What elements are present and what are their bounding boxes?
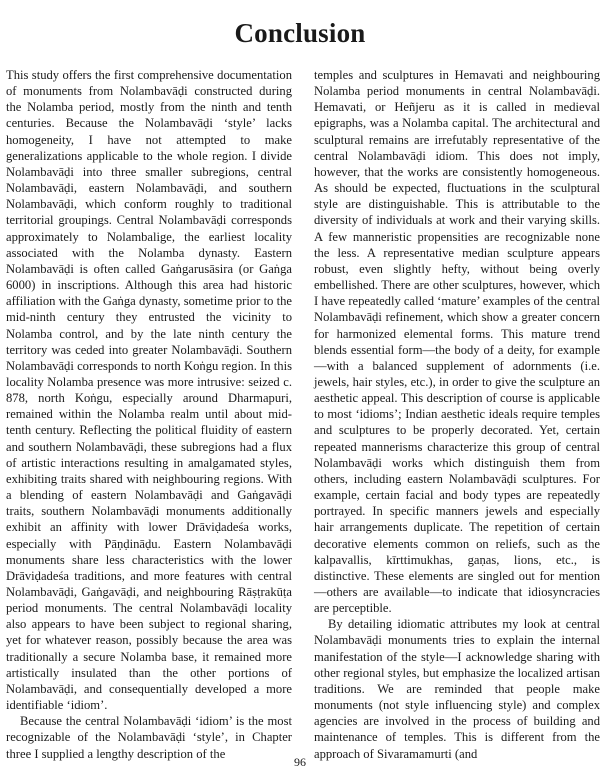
paragraph: By detailing idiomatic attributes my look at central Nolambavāḍi monuments tries to explain the internal manifestation of the style—I acknowledge sharing with other regional styles, but emphasize the localized artisan traditions. We are reminded that people make monuments (not style influencing style) and complex agencies are involved in the process of building and maintenance of temples. This is different from the approach of Sivaramamurti (and <box>314 617 600 761</box>
left-text-column <box>6 67 292 762</box>
paragraph: This study offers the first comprehensive documentation of monuments from Nolambavāḍi constructed during the Nolamba period, mostly from the ninth and tenth centuries. Because the Nolambavāḍi ‘style’ lacks homogeneity, I have not attempted to make generalizations applicable to the whole region. I divide Nolambavāḍi into three smaller subregions, central Nolambavāḍi, eastern Nolambavāḍi, and southern Nolambavāḍi, which conform roughly to traditional territorial groupings. Central Nolambavāḍi corresponds approximately to Nolambalige, the earliest locality associated with the Nolamba dynasty. Eastern Nolambavāḍi is often called Gaṅgarusāsira (or Gaṅga 6000) in inscriptions. Although this area had historic affiliation with the Gaṅga dynasty, sometime prior to the mid-ninth century they entrusted the vicinity to Nolamba control, and by the late ninth century the territory was ceded into greater Nolambavāḍi. Southern Nolambavāḍi corresponds to north Koṅgu region. In this locality Nolamba presence was more intrusive: seized c. 878, north Koṅgu, especially around Dharmapuri, remained within the Nolamba realm until about mid-tenth century. Reflecting the political fluidity of eastern and southern Nolambavāḍi, these subregions had a flux of artistic interactions resulting in amalgamated styles, exhibiting traits shared with neighbouring regions. With a blending of eastern Nolambavāḍi and Gaṅgavāḍi traits, southern Nolambavāḍi monuments additionally exhibit an affinity with lower Drāviḍadeśa works, especially with Pāṇḍināḍu. Eastern Nolambavāḍi monuments share less characteristics with the lower Drāviḍadeśa traditions, and more features with central Nolambavāḍi, Gaṅgavāḍi, and neighbouring Rāṣṭrakūṭa period monuments. The central Nolambavāḍi locality also appears to have been subject to regional sharing, yet for whatever reason, possibly because the area was traditionally a secure Nolamba base, it remained more artistically insulated than the other portions of Nolambavāḍi, and consequentially developed a more identifiable ‘idiom’. <box>6 68 292 713</box>
page-number: 96 <box>294 755 306 769</box>
right-text-column <box>314 67 600 762</box>
paragraph: Because the central Nolambavāḍi ‘idiom’ is the most recognizable of the Nolambavāḍi ‘style’, in Chapter three I supplied a lengthy description of the <box>6 714 292 761</box>
chapter-title: Conclusion <box>234 18 366 49</box>
paragraph: temples and sculptures in Hemavati and neighbouring Nolamba period monuments in central Nolambavāḍi. Hemavati, or Heñjeru as it is called in medieval epigraphs, was a Nolamba capital. The architectural and sculptural remains are irrefutably representative of the central Nolambavāḍi idiom. This does not imply, however, that the works are consistently homogeneous. As should be expected, fluctuations in the sculptural style are distinguishable. This is attributable to the diversity of individuals at work and their varying skills. A few manneristic propensities are recognizable none the less. A representative median sculpture appears robust, even slightly hefty, without being overly embellished. There are other sculptures, however, which I have repeatedly called ‘mature’ examples of the central Nolambavāḍi refinement, which show a greater concern for harmonized elemental forms. This mature trend blends essential form—the body of a deity, for example—with a balanced supplement of adornments (i.e. jewels, hair styles, etc.), in order to give the sculpture an aesthetic appeal. This description of course is applicable to most ‘idioms’; Indian aesthetic ideals require temples and sculptures to be properly decorated. Yet, certain repeated mannerisms characterize this group of central Nolambavāḍi works which distinguish them from others, including eastern Nolambavāḍi sculptures. For example, certain facial and body types are repeatedly portrayed. In specific manners jewels and especially hair arrangements duplicate. The repetition of certain decorative elements common on reliefs, such as the kalpavallis, kīrttimukhas, gaṇas, lions, etc., is distinctive. These elements are singled out for mention—others are available—to indicate that idiosyncracies are perceptible. <box>314 68 600 616</box>
